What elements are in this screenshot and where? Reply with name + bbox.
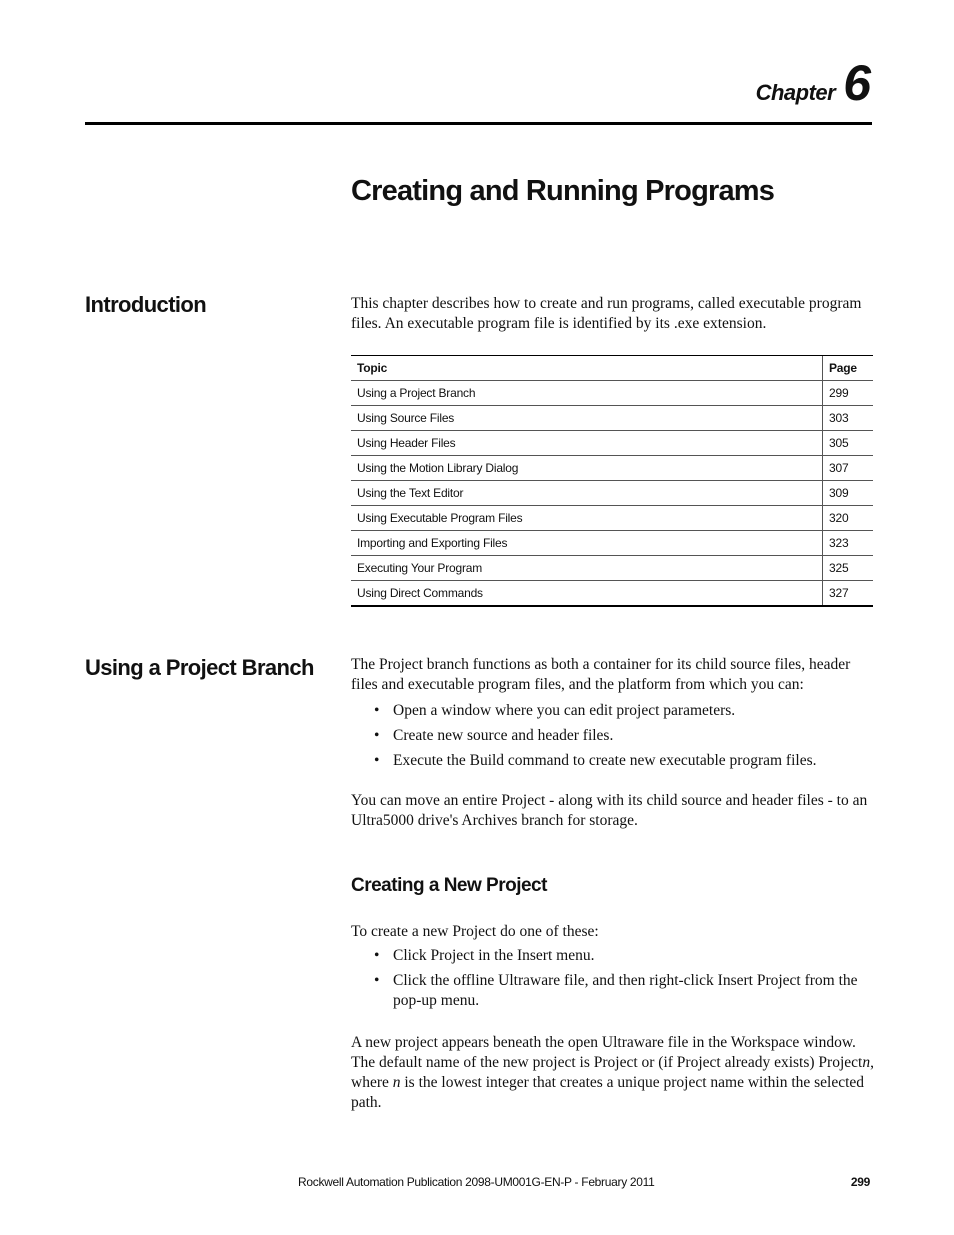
topic-cell: Using a Project Branch [351,381,823,406]
text-run: A new project appears beneath the open Ultraware file in the Workspace window. The default name of the new project is Project or (if Project already exists) Project [351,1034,863,1071]
list-item: • Create new source and header files. [351,726,876,746]
page-cell: 325 [823,556,874,581]
page-cell: 305 [823,431,874,456]
topics-table [351,355,873,607]
variable-n: n [392,1074,401,1091]
topic-column-header: Topic [351,356,823,381]
table-row [351,406,873,431]
list-item: • Click Project in the Insert menu. [351,946,876,966]
topic-cell: Executing Your Program [351,556,823,581]
project-branch-intro: The Project branch functions as both a container for its child source files, header files and executable program files, and the platform from which you can: [351,656,851,693]
table-row [351,531,873,556]
page-cell: 309 [823,481,874,506]
footer-publication: Rockwell Automation Publication 2098-UM001G-EN-P - February 2011 [298,1175,655,1189]
topic-cell: Using Direct Commands [351,581,823,607]
variable-n: n [862,1054,871,1071]
chapter-heading [755,55,870,111]
page-cell: 307 [823,456,874,481]
text-run: is the lowest integer that creates a unique project name within the selected path. [351,1074,865,1111]
chapter-number: 6 [843,55,870,111]
list-item: • Click the offline Ultraware file, and then right-click Insert Project from the pop-up menu. [351,971,876,1011]
introduction-heading: Introduction [85,292,207,317]
table-row [351,381,873,406]
page-column-header: Page [823,356,874,381]
introduction-text: This chapter describes how to create and run programs, called executable program files. An executable program file is identified by its .exe extension. [351,295,862,332]
table-row [351,556,873,581]
chapter-rule [85,122,872,125]
topic-cell: Importing and Exporting Files [351,531,823,556]
chapter-label: Chapter [755,80,836,105]
topic-cell: Using Header Files [351,431,823,456]
table-row [351,506,873,531]
page-cell: 327 [823,581,874,607]
new-project-intro: To create a new Project do one of these: [351,923,599,940]
new-project-bullets [351,946,876,1016]
table-row [351,431,873,456]
table-row [351,581,873,607]
project-branch-heading: Using a Project Branch [85,655,314,680]
page-cell: 323 [823,531,874,556]
footer-page-number: 299 [850,1175,870,1189]
list-item: • Execute the Build command to create new executable program files. [351,751,876,771]
topic-cell: Using Executable Program Files [351,506,823,531]
table-row [351,481,873,506]
page-cell: 303 [823,406,874,431]
table-row [351,456,873,481]
topic-cell: Using the Text Editor [351,481,823,506]
page-cell: 320 [823,506,874,531]
new-project-heading: Creating a New Project [351,875,547,896]
text-run: , where [351,1054,874,1091]
topic-cell: Using Source Files [351,406,823,431]
page-cell: 299 [823,381,874,406]
project-branch-archive-text: You can move an entire Project - along with its child source and header files - to an Ultra5000 drive's Archives branch for storage. [351,792,868,829]
topic-cell: Using the Motion Library Dialog [351,456,823,481]
list-item: • Open a window where you can edit project parameters. [351,701,876,721]
table-header-row [351,356,873,381]
new-project-description [351,1033,876,1113]
project-branch-bullets [351,701,876,776]
page-title: Creating and Running Programs [351,175,775,207]
